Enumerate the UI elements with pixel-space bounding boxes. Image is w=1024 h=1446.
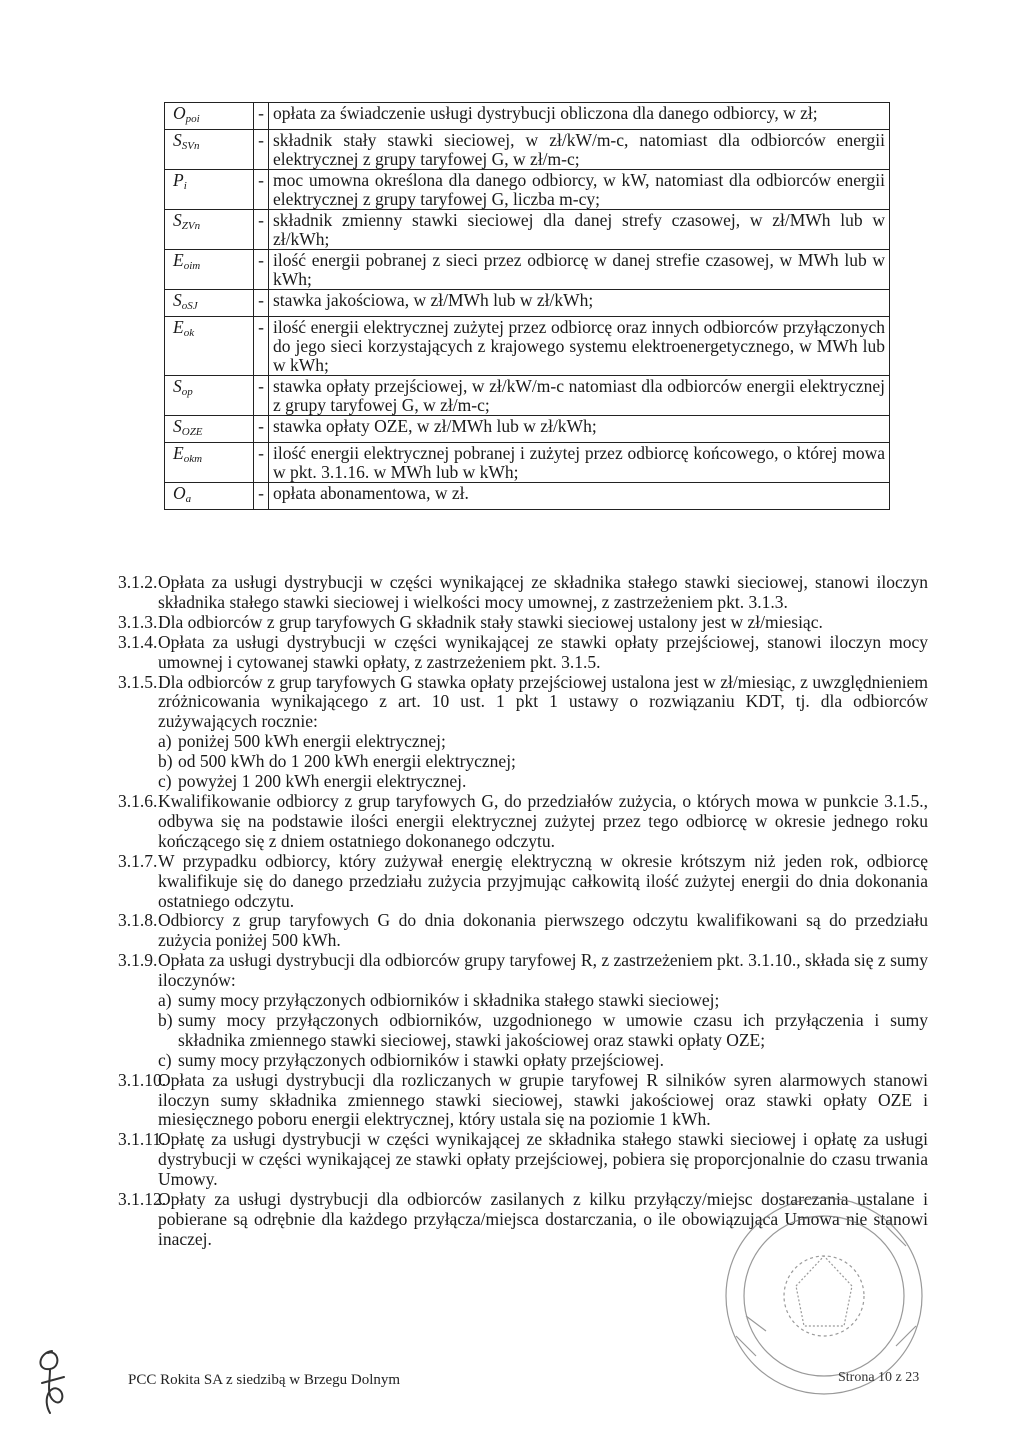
- definition-description: opłata za świadczenie usługi dystrybucji obliczona dla danego odbiorcy, w zł;: [269, 103, 890, 130]
- section-paragraph: [118, 1130, 928, 1190]
- section-number: 3.1.6.: [118, 790, 158, 811]
- page-number: Strona 10 z 23: [838, 1370, 920, 1385]
- definition-row: [165, 210, 890, 250]
- definition-dash: -: [254, 443, 269, 483]
- definition-symbol: $S_{OZE}$: [165, 416, 254, 443]
- section-paragraph: [118, 911, 928, 951]
- definition-row: [165, 317, 890, 376]
- section-number: 3.1.8.: [118, 910, 158, 931]
- section-number: 3.1.5.: [118, 671, 158, 692]
- definition-dash: -: [254, 376, 269, 416]
- list-item-text: sumy mocy przyłączonych odbiorników, uzgodnionego w umowie czasu ich przyłączenia i sumy składnika zmiennego stawki sieciowej, stawki jakościowej oraz stawki opłaty OZE;: [178, 1009, 928, 1050]
- definition-description: ilość energii elektrycznej pobranej i zużytej przez odbiorcę końcowego, o której mowa w pkt. 3.1.16. w MWh lub w kWh;: [269, 443, 890, 483]
- section-text: Odbiorcy z grup taryfowych G do dnia dokonania pierwszego odczytu kwalifikowani są do przedziału zużycia poniżej 500 kWh.: [158, 910, 928, 951]
- section-list-item: [158, 991, 928, 1011]
- list-item-label: a): [158, 731, 172, 752]
- definition-symbol: $S_{op}$: [165, 376, 254, 416]
- definition-symbol: $E_{okm}$: [165, 443, 254, 483]
- section-list-item: [158, 772, 928, 792]
- list-item-text: od 500 kWh do 1 200 kWh energii elektrycznej;: [178, 751, 516, 772]
- section-text: Opłaty za usługi dystrybucji dla odbiorców zasilanych z kilku przyłączy/miejsc dostarczania ustalane i pobierane są odrębnie dla każdego przyłącza/miejsca dostarczania, o ile obowiązująca Umowa nie stanowi inaczej.: [158, 1189, 928, 1249]
- section-number: 3.1.4.: [118, 631, 158, 652]
- handwritten-signature: [28, 1343, 76, 1423]
- footer-company: PCC Rokita SA z siedzibą w Brzegu Dolnym: [128, 1372, 401, 1388]
- definition-symbol: $S_{ZVn}$: [165, 210, 254, 250]
- section-text: Opłata za usługi dystrybucji dla odbiorców grupy taryfowej R, z zastrzeżeniem pkt. 3.1.10., składa się z sumy iloczynów:: [158, 950, 928, 991]
- section-paragraph: [118, 852, 928, 912]
- section-text: Opłata za usługi dystrybucji dla rozliczanych w grupie taryfowej R silników syren alarmowych stanowi iloczyn sumy składnika zmiennego stawki sieciowej, stawki jakościowej oraz stawki opłaty OZE i miesięcznego poboru energii elektrycznej, który ustala się na poziomie 1 kWh.: [158, 1069, 928, 1130]
- section-list-item: [158, 732, 928, 752]
- section-text: W przypadku odbiorcy, który zużywał energię elektryczną w okresie krótszym niż jeden rok, odbiorcę kwalifikuje się do danego przedziału zużycia przyjmując całkowitą ilość zużytej energii do dnia dokonania ostatniego odczytu.: [158, 850, 928, 911]
- definition-symbol: $O_{poi}$: [165, 103, 254, 130]
- definition-description: opłata abonamentowa, w zł.: [269, 483, 890, 510]
- list-item-label: c): [158, 771, 172, 792]
- section-number: 3.1.3.: [118, 611, 158, 632]
- definition-dash: -: [254, 210, 269, 250]
- list-item-text: poniżej 500 kWh energii elektrycznej;: [178, 731, 446, 752]
- definition-symbol: $P_i$: [165, 170, 254, 210]
- section-text: Kwalifikowanie odbiorcy z grup taryfowych G, do przedziałów zużycia, o których mowa w punkcie 3.1.5., odbywa się na podstawie ilości energii elektrycznej zużytej przez tego odbiorcę w okresie jednego roku kończącego się z dniem ostatniego dokonanego odczytu.: [158, 790, 928, 851]
- list-item-label: c): [158, 1049, 172, 1070]
- list-item-label: b): [158, 1009, 173, 1030]
- definition-symbol: $O_a$: [165, 483, 254, 510]
- definition-symbol: $S_{oSJ}$: [165, 290, 254, 317]
- definition-dash: -: [254, 250, 269, 290]
- definition-row: [165, 290, 890, 317]
- list-item-text: powyżej 1 200 kWh energii elektrycznej.: [178, 771, 467, 792]
- definition-dash: -: [254, 483, 269, 510]
- definition-row: [165, 170, 890, 210]
- section-number: 3.1.7.: [118, 850, 158, 871]
- definition-dash: -: [254, 290, 269, 317]
- list-item-label: a): [158, 990, 172, 1011]
- section-list-item: [158, 752, 928, 772]
- section-paragraph: [118, 1071, 928, 1131]
- definition-description: składnik zmienny stawki sieciowej dla danej strefy czasowej, w zł/MWh lub w zł/kWh;: [269, 210, 890, 250]
- list-item-text: sumy mocy przyłączonych odbiorników i składnika stałego stawki sieciowej;: [178, 990, 720, 1011]
- definition-description: ilość energii pobranej z sieci przez odbiorcę w danej strefie czasowej, w MWh lub w kWh;: [269, 250, 890, 290]
- section-paragraph: [118, 792, 928, 852]
- section-paragraph: [118, 1190, 928, 1250]
- definition-description: stawka jakościowa, w zł/MWh lub w zł/kWh;: [269, 290, 890, 317]
- section-paragraph: [118, 633, 928, 673]
- definition-symbol: $E_{ok}$: [165, 317, 254, 376]
- definition-description: stawka opłaty przejściowej, w zł/kW/m-c natomiast dla odbiorców energii elektrycznej z grupy taryfowej G, w zł/m-c;: [269, 376, 890, 416]
- definition-row: [165, 483, 890, 510]
- section-list-item: [158, 1011, 928, 1051]
- section-list-item: [158, 1051, 928, 1071]
- definition-dash: -: [254, 416, 269, 443]
- section-number: 3.1.2.: [118, 572, 158, 592]
- definition-row: [165, 103, 890, 130]
- definition-row: [165, 443, 890, 483]
- definition-description: moc umowna określona dla danego odbiorcy, w kW, natomiast dla odbiorców energii elektrycznej z grupy taryfowej G, liczba m-cy;: [269, 170, 890, 210]
- section-number: 3.1.10.: [118, 1069, 167, 1090]
- definition-dash: -: [254, 130, 269, 170]
- definition-dash: -: [254, 317, 269, 376]
- definition-symbol: $E_{oim}$: [165, 250, 254, 290]
- definition-dash: -: [254, 170, 269, 210]
- definition-description: składnik stały stawki sieciowej, w zł/kW/m-c, natomiast dla odbiorców energii elektrycznej z grupy taryfowej G, w zł/m-c;: [269, 130, 890, 170]
- section-text: Opłatę za usługi dystrybucji w części wynikającej ze składnika stałego stawki sieciowej i opłatę za usługi dystrybucji w części wynikającej ze stawki opłaty przejściowej, pobiera się proporcjonalnie do czasu trwania Umowy.: [158, 1129, 928, 1190]
- definition-description: ilość energii elektrycznej zużytej przez odbiorcę oraz innych odbiorców przyłączonych do jego sieci korzystających z krajowego systemu elektroenergetycznego, w MWh lub w kWh;: [269, 317, 890, 376]
- definition-description: stawka opłaty OZE, w zł/MWh lub w zł/kWh;: [269, 416, 890, 443]
- list-item-text: sumy mocy przyłączonych odbiorników i stawki opłaty przejściowej.: [178, 1049, 664, 1070]
- list-item-label: b): [158, 751, 173, 772]
- definitions-table: [164, 102, 890, 510]
- definition-row: [165, 130, 890, 170]
- section-text: Opłata za usługi dystrybucji w części wynikającej ze stawki opłaty przejściowej, stanowi iloczyn mocy umownej i cytowanej stawki opłaty, z zastrzeżeniem pkt. 3.1.5.: [158, 631, 928, 672]
- section-number: 3.1.12.: [118, 1189, 167, 1210]
- section-text: Opłata za usługi dystrybucji w części wynikającej ze składnika stałego stawki sieciowej, stanowi iloczyn składnika stałego stawki sieciowej i wielkości mocy umownej, z zastrzeżeniem pkt. 3.1.3.: [158, 572, 928, 612]
- definition-row: [165, 250, 890, 290]
- definition-dash: -: [254, 103, 269, 130]
- section-paragraph: [118, 613, 928, 633]
- definition-row: [165, 416, 890, 443]
- section-text: Dla odbiorców z grup taryfowych G stawka opłaty przejściowej ustalona jest w zł/miesiąc, z uwzględnieniem zróżnicowania wynikającego z art. 10 ust. 1 pkt 1 ustawy o rozwiązaniu KDT, tj. dla odbiorców zużywających rocznie:: [158, 671, 928, 732]
- section-number: 3.1.11.: [118, 1129, 166, 1150]
- section-paragraph: [118, 951, 928, 1070]
- section-paragraph: [118, 673, 928, 792]
- numbered-sections: [118, 573, 928, 1250]
- definition-row: [165, 376, 890, 416]
- section-paragraph: [118, 573, 928, 613]
- section-text: Dla odbiorców z grup taryfowych G składnik stały stawki sieciowej ustalony jest w zł/miesiąc.: [158, 611, 823, 632]
- section-number: 3.1.9.: [118, 950, 158, 971]
- definition-symbol: $S_{SVn}$: [165, 130, 254, 170]
